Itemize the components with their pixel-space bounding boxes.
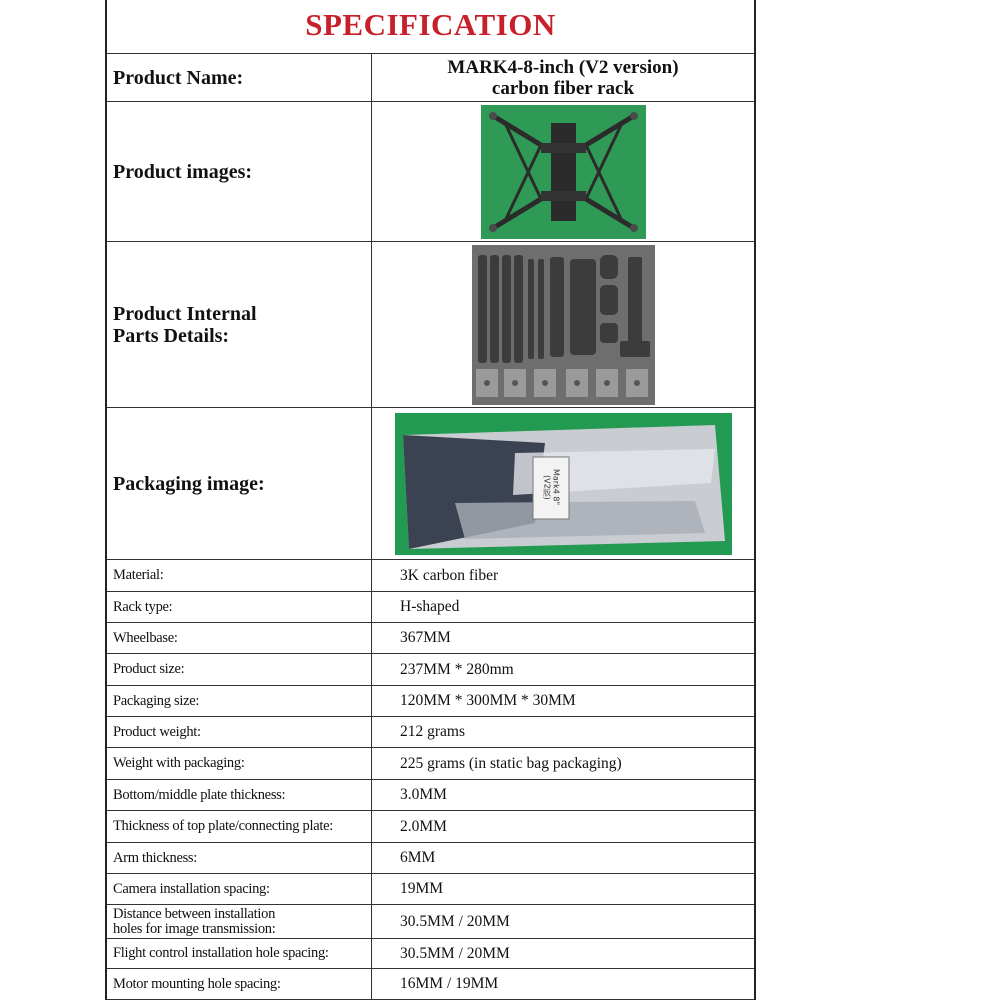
spec-row-product-size (107, 654, 754, 686)
bag-label-line2: (V2版) (542, 475, 552, 500)
internal-parts-label (107, 242, 372, 407)
product-frame-image (481, 105, 646, 239)
spec-label: Material: (107, 560, 372, 591)
spec-row-arm-thickness (107, 843, 754, 874)
product-images-row (107, 102, 754, 242)
spec-value: 16MM / 19MM (400, 975, 499, 992)
spec-label: Flight control installation hole spacing: (107, 939, 372, 968)
spec-label: Product size: (107, 654, 372, 685)
bag-label-line1: Mark4 8" (551, 469, 561, 506)
bag-label (536, 459, 568, 517)
spec-value: 3.0MM (400, 786, 447, 803)
packaging-label: Packaging image: (107, 408, 372, 559)
spec-label: Wheelbase: (107, 623, 372, 653)
packaging-row (107, 408, 754, 560)
spec-row-weight-with-packaging (107, 748, 754, 780)
internal-parts-label-line2: Parts Details: (113, 324, 230, 347)
spec-value: 237MM * 280mm (400, 660, 514, 678)
spec-label: Camera installation spacing: (107, 874, 372, 904)
spec-label: Bottom/middle plate thickness: (107, 780, 372, 810)
internal-parts-label-line1: Product Internal (113, 302, 257, 325)
spec-value: 225 grams (in static bag packaging) (400, 754, 622, 772)
spec-label-line2: holes for image transmission: (113, 920, 276, 937)
spec-value: 367MM (400, 629, 451, 646)
spec-value: 6MM (400, 849, 436, 866)
product-name-line1: MARK4-8-inch (V2 version) (447, 56, 679, 78)
spec-row-packaging-size (107, 686, 754, 717)
product-name-line2: carbon fiber rack (491, 77, 635, 99)
spec-row-bottom-plate (107, 780, 754, 811)
spec-row-flight-control (107, 939, 754, 969)
spec-label: Packaging size: (107, 686, 372, 716)
spec-value: 212 grams (400, 723, 466, 740)
internal-parts-image (472, 245, 655, 405)
spec-value: 30.5MM / 20MM (400, 912, 510, 930)
spec-value: 120MM * 300MM * 30MM (400, 692, 576, 709)
spec-row-material (107, 560, 754, 592)
spec-label: Arm thickness: (107, 843, 372, 873)
product-images-label: Product images: (107, 102, 372, 241)
product-name-row (107, 54, 754, 102)
spec-label: Product weight: (107, 717, 372, 747)
spec-row-rack-type (107, 592, 754, 623)
spec-value: H-shaped (400, 598, 460, 615)
spec-value: 30.5MM / 20MM (400, 944, 510, 962)
spec-row-camera-spacing (107, 874, 754, 905)
spec-row-top-plate (107, 811, 754, 843)
spec-label-line1: Distance between installation (113, 905, 276, 922)
spec-value: 19MM (400, 880, 444, 897)
spec-value: 2.0MM (400, 817, 447, 835)
spec-row-wheelbase (107, 623, 754, 654)
parts-layout-drawing (472, 245, 655, 405)
spec-label: Motor mounting hole spacing: (107, 969, 372, 999)
specification-sheet (105, 0, 756, 1000)
carbon-frame-drawing (481, 105, 646, 239)
spec-label: Weight with packaging: (107, 748, 372, 779)
spec-label: Rack type: (107, 592, 372, 622)
spec-label: Thickness of top plate/connecting plate: (107, 811, 372, 842)
product-name-value (372, 54, 754, 101)
spec-value: 3K carbon fiber (400, 566, 499, 584)
spec-row-motor-mounting (107, 969, 754, 1000)
product-name-label: Product Name: (107, 54, 372, 101)
packaging-image (395, 413, 732, 555)
spec-row-image-transmission (107, 905, 754, 939)
internal-parts-row (107, 242, 754, 408)
spec-label (107, 905, 372, 938)
spec-row-product-weight (107, 717, 754, 748)
page-title: SPECIFICATION (107, 0, 754, 54)
